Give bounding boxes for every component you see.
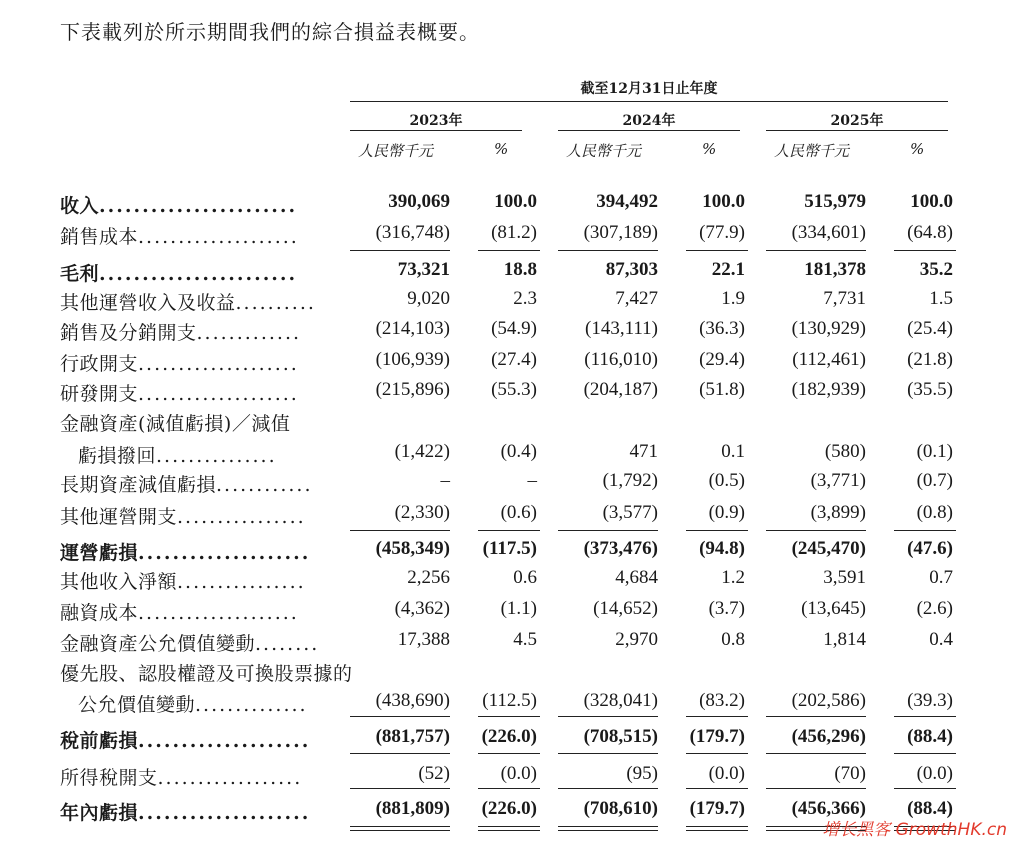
subtotal-rule bbox=[894, 788, 956, 789]
cell-2024-amount: (1,792) bbox=[602, 470, 658, 491]
cell-2023-pct: – bbox=[527, 470, 537, 491]
cell-2023-amount: 2,256 bbox=[407, 567, 450, 588]
cell-2023-pct: 4.5 bbox=[513, 629, 537, 650]
cell-2023-amount: (316,748) bbox=[375, 222, 450, 243]
cell-2024-amount: (3,577) bbox=[602, 502, 658, 523]
row-label bbox=[60, 288, 316, 315]
subtotal-rule bbox=[558, 753, 658, 754]
cell-2024-amount: 87,303 bbox=[605, 259, 658, 280]
row-label-dots: .................... bbox=[138, 542, 311, 564]
cell-2025-pct: (39.3) bbox=[907, 690, 953, 711]
cell-2023-amount: (1,422) bbox=[394, 441, 450, 462]
period-header: 截至12月31日止年度 bbox=[580, 81, 718, 97]
cell-2023-pct: 0.6 bbox=[513, 567, 537, 588]
row-label-text: 優先股、認股權證及可換股票據的 bbox=[60, 663, 353, 685]
cell-2023-pct: (117.5) bbox=[482, 538, 537, 559]
row-label-text: 收入 bbox=[60, 195, 100, 217]
cell-2025-amount: (3,899) bbox=[810, 502, 866, 523]
subtotal-rule bbox=[766, 788, 866, 789]
cell-2025-pct: 0.4 bbox=[929, 629, 953, 650]
subtotal-rule bbox=[686, 788, 748, 789]
cell-2025-amount: 7,731 bbox=[823, 288, 866, 309]
cell-2025-amount: 1,814 bbox=[823, 629, 866, 650]
cell-2024-pct: 100.0 bbox=[702, 191, 745, 212]
subtotal-rule bbox=[766, 530, 866, 531]
cell-2023-pct: 18.8 bbox=[503, 259, 537, 280]
row-label-text: 行政開支 bbox=[60, 353, 139, 375]
row-label-dots: ............. bbox=[196, 322, 302, 344]
row-label bbox=[60, 538, 310, 565]
total-double-rule bbox=[558, 830, 658, 831]
subtotal-rule bbox=[558, 788, 658, 789]
row-label-dots: .................... bbox=[138, 353, 299, 375]
row-label-dots: ................ bbox=[177, 571, 306, 593]
cell-2025-amount: 515,979 bbox=[804, 191, 866, 212]
cell-2023-pct: (81.2) bbox=[491, 222, 537, 243]
cell-2024-amount: (204,187) bbox=[583, 379, 658, 400]
row-label-dots: .................... bbox=[138, 602, 299, 624]
cell-2024-pct: (94.8) bbox=[699, 538, 745, 559]
year-header-2024: 2024年 bbox=[622, 113, 676, 129]
cell-2025-amount: (334,601) bbox=[791, 222, 866, 243]
row-label bbox=[60, 726, 310, 753]
cell-2024-pct: (3.7) bbox=[708, 598, 745, 619]
row-label bbox=[60, 598, 299, 625]
cell-2025-amount: (456,296) bbox=[791, 726, 866, 747]
cell-2024-amount: (116,010) bbox=[584, 349, 658, 370]
cell-2024-amount: (328,041) bbox=[583, 690, 658, 711]
row-label-text: 融資成本 bbox=[60, 602, 139, 624]
cell-2024-pct: (0.0) bbox=[708, 763, 745, 784]
row-label bbox=[60, 763, 302, 790]
cell-2025-pct: 35.2 bbox=[919, 259, 953, 280]
cell-2024-amount: (708,610) bbox=[583, 798, 658, 819]
cell-2023-amount: (438,690) bbox=[375, 690, 450, 711]
subtotal-rule bbox=[894, 716, 956, 717]
cell-2025-pct: (2.6) bbox=[916, 598, 953, 619]
cell-2025-pct: (21.8) bbox=[907, 349, 953, 370]
cell-2024-pct: 0.1 bbox=[721, 441, 745, 462]
cell-2024-pct: 22.1 bbox=[711, 259, 745, 280]
cell-2024-amount: (307,189) bbox=[583, 222, 658, 243]
row-label-text: 其他收入淨額 bbox=[60, 571, 178, 593]
cell-2025-pct: (0.1) bbox=[916, 441, 953, 462]
cell-2023-pct: (0.4) bbox=[500, 441, 537, 462]
cell-2025-pct: 1.5 bbox=[929, 288, 953, 309]
subtotal-rule bbox=[686, 716, 748, 717]
cell-2025-pct: (47.6) bbox=[907, 538, 953, 559]
total-double-rule bbox=[558, 826, 658, 827]
row-label bbox=[60, 470, 313, 497]
cell-2023-amount: (881,809) bbox=[375, 798, 450, 819]
cell-2024-pct: (36.3) bbox=[699, 318, 745, 339]
row-label-text: 金融資產(減值虧損)／減值 bbox=[60, 413, 291, 435]
row-label-dots: ........ bbox=[255, 633, 320, 655]
row-label-dots: .................... bbox=[138, 802, 311, 824]
cell-2023-pct: 100.0 bbox=[494, 191, 537, 212]
period-rule bbox=[350, 101, 948, 102]
cell-2025-amount: (456,366) bbox=[791, 798, 866, 819]
row-label-dots: .............. bbox=[195, 694, 308, 716]
unit-pct-2023: % bbox=[494, 140, 509, 158]
row-label-dots: .................... bbox=[138, 226, 299, 248]
row-label bbox=[78, 441, 277, 468]
row-label bbox=[60, 798, 310, 825]
subtotal-rule bbox=[558, 530, 658, 531]
unit-rmb-2025: 人民幣千元 bbox=[774, 142, 850, 160]
subtotal-rule bbox=[558, 250, 658, 251]
row-label-text: 其他運營開支 bbox=[60, 506, 178, 528]
cell-2025-amount: (202,586) bbox=[791, 690, 866, 711]
intro-text: 下表載列於所示期間我們的綜合損益表概要。 bbox=[60, 20, 480, 44]
row-label-dots: .......... bbox=[235, 292, 316, 314]
row-label bbox=[60, 191, 297, 218]
total-double-rule bbox=[686, 830, 748, 831]
unit-rmb-2023: 人民幣千元 bbox=[358, 142, 434, 160]
subtotal-rule bbox=[478, 250, 540, 251]
cell-2025-pct: (35.5) bbox=[907, 379, 953, 400]
subtotal-rule bbox=[686, 250, 748, 251]
cell-2025-pct: (0.7) bbox=[916, 470, 953, 491]
year-rule-2023 bbox=[350, 130, 522, 131]
subtotal-rule bbox=[478, 753, 540, 754]
total-double-rule bbox=[478, 830, 540, 831]
cell-2024-amount: (95) bbox=[626, 763, 658, 784]
cell-2024-pct: (0.5) bbox=[708, 470, 745, 491]
cell-2023-pct: (0.0) bbox=[500, 763, 537, 784]
year-header-2025: 2025年 bbox=[830, 113, 884, 129]
subtotal-rule bbox=[478, 788, 540, 789]
row-label-text: 金融資產公允價值變動 bbox=[60, 633, 256, 655]
unit-rmb-2024: 人民幣千元 bbox=[566, 142, 642, 160]
cell-2023-amount: 9,020 bbox=[407, 288, 450, 309]
cell-2023-amount: 17,388 bbox=[397, 629, 450, 650]
cell-2023-amount: 73,321 bbox=[397, 259, 450, 280]
cell-2023-pct: (226.0) bbox=[481, 798, 537, 819]
subtotal-rule bbox=[350, 753, 450, 754]
total-double-rule bbox=[478, 826, 540, 827]
cell-2024-pct: 1.9 bbox=[721, 288, 745, 309]
cell-2024-amount: 2,970 bbox=[615, 629, 658, 650]
cell-2023-amount: 390,069 bbox=[388, 191, 450, 212]
row-label-text: 所得稅開支 bbox=[60, 767, 158, 789]
total-double-rule bbox=[350, 830, 450, 831]
row-label-text: 虧損撥回 bbox=[78, 445, 157, 467]
year-rule-2025 bbox=[766, 130, 948, 131]
row-label-dots: ................ bbox=[177, 506, 306, 528]
row-label bbox=[78, 690, 308, 717]
cell-2023-amount: (881,757) bbox=[375, 726, 450, 747]
unit-pct-2024: % bbox=[702, 140, 717, 158]
cell-2024-pct: 0.8 bbox=[721, 629, 745, 650]
row-label-dots: ............... bbox=[156, 445, 277, 467]
subtotal-rule bbox=[350, 788, 450, 789]
cell-2025-amount: (112,461) bbox=[792, 349, 866, 370]
row-label-text: 研發開支 bbox=[60, 383, 139, 405]
cell-2023-pct: (112.5) bbox=[482, 690, 537, 711]
row-label-text: 長期資產減值虧損 bbox=[60, 474, 217, 496]
row-label-text: 銷售成本 bbox=[60, 226, 139, 248]
cell-2024-amount: 7,427 bbox=[615, 288, 658, 309]
total-double-rule bbox=[686, 826, 748, 827]
cell-2023-pct: (1.1) bbox=[500, 598, 537, 619]
row-label bbox=[60, 318, 301, 345]
cell-2023-pct: (54.9) bbox=[491, 318, 537, 339]
cell-2025-amount: (245,470) bbox=[791, 538, 866, 559]
cell-2023-amount: (106,939) bbox=[375, 349, 450, 370]
row-label-text: 公允價值變動 bbox=[78, 694, 196, 716]
cell-2023-pct: (0.6) bbox=[500, 502, 537, 523]
year-header-2023: 2023年 bbox=[409, 113, 463, 129]
year-rule-2024 bbox=[558, 130, 740, 131]
cell-2024-pct: (77.9) bbox=[699, 222, 745, 243]
subtotal-rule bbox=[686, 753, 748, 754]
subtotal-rule bbox=[894, 753, 956, 754]
cell-2024-pct: (0.9) bbox=[708, 502, 745, 523]
row-label bbox=[60, 502, 306, 529]
cell-2024-pct: (51.8) bbox=[699, 379, 745, 400]
subtotal-rule bbox=[894, 530, 956, 531]
cell-2024-pct: (29.4) bbox=[699, 349, 745, 370]
row-label bbox=[60, 349, 299, 376]
cell-2024-amount: 394,492 bbox=[596, 191, 658, 212]
cell-2023-amount: – bbox=[440, 470, 450, 491]
row-label bbox=[60, 222, 299, 249]
row-label bbox=[60, 379, 299, 406]
cell-2025-amount: (130,929) bbox=[791, 318, 866, 339]
cell-2023-amount: (2,330) bbox=[394, 502, 450, 523]
row-label-text: 其他運營收入及收益 bbox=[60, 292, 236, 314]
cell-2024-pct: (179.7) bbox=[689, 726, 745, 747]
cell-2024-amount: (708,515) bbox=[583, 726, 658, 747]
cell-2024-pct: 1.2 bbox=[721, 567, 745, 588]
cell-2025-pct: (64.8) bbox=[907, 222, 953, 243]
row-label-text: 毛利 bbox=[60, 263, 100, 285]
row-label-text: 年內虧損 bbox=[60, 802, 139, 824]
unit-pct-2025: % bbox=[910, 140, 925, 158]
cell-2025-pct: (88.4) bbox=[907, 726, 953, 747]
subtotal-rule bbox=[558, 716, 658, 717]
cell-2023-pct: (226.0) bbox=[481, 726, 537, 747]
cell-2023-pct: 2.3 bbox=[513, 288, 537, 309]
row-label-text: 銷售及分銷開支 bbox=[60, 322, 197, 344]
cell-2025-pct: (25.4) bbox=[907, 318, 953, 339]
cell-2025-pct: (0.0) bbox=[916, 763, 953, 784]
row-label-text: 稅前虧損 bbox=[60, 730, 139, 752]
row-label bbox=[60, 629, 319, 656]
cell-2025-pct: 0.7 bbox=[929, 567, 953, 588]
cell-2024-amount: (143,111) bbox=[585, 318, 658, 339]
cell-2024-amount: (373,476) bbox=[583, 538, 658, 559]
cell-2025-amount: (182,939) bbox=[791, 379, 866, 400]
cell-2023-pct: (27.4) bbox=[491, 349, 537, 370]
cell-2025-amount: 181,378 bbox=[804, 259, 866, 280]
row-label-dots: .................... bbox=[138, 730, 311, 752]
subtotal-rule bbox=[686, 530, 748, 531]
row-label bbox=[60, 567, 306, 594]
cell-2024-pct: (179.7) bbox=[689, 798, 745, 819]
subtotal-rule bbox=[478, 530, 540, 531]
cell-2025-amount: 3,591 bbox=[823, 567, 866, 588]
cell-2025-pct: 100.0 bbox=[910, 191, 953, 212]
cell-2025-amount: (13,645) bbox=[801, 598, 866, 619]
cell-2024-amount: 4,684 bbox=[615, 567, 658, 588]
cell-2023-amount: (4,362) bbox=[394, 598, 450, 619]
subtotal-rule bbox=[766, 716, 866, 717]
row-label-dots: ............ bbox=[216, 474, 313, 496]
cell-2024-pct: (83.2) bbox=[699, 690, 745, 711]
total-double-rule bbox=[350, 826, 450, 827]
row-label bbox=[60, 259, 297, 286]
cell-2025-pct: (88.4) bbox=[907, 798, 953, 819]
subtotal-rule bbox=[894, 250, 956, 251]
subtotal-rule bbox=[350, 530, 450, 531]
cell-2023-amount: (458,349) bbox=[375, 538, 450, 559]
cell-2024-amount: (14,652) bbox=[593, 598, 658, 619]
subtotal-rule bbox=[766, 753, 866, 754]
row-label-dots: .................... bbox=[138, 383, 299, 405]
subtotal-rule bbox=[766, 250, 866, 251]
cell-2025-amount: (580) bbox=[824, 441, 866, 462]
row-label-dots: ....................... bbox=[99, 195, 298, 217]
row-label bbox=[60, 409, 290, 436]
row-label-text: 運營虧損 bbox=[60, 542, 139, 564]
row-label bbox=[60, 659, 353, 686]
cell-2025-amount: (70) bbox=[834, 763, 866, 784]
cell-2024-amount: 471 bbox=[629, 441, 658, 462]
subtotal-rule bbox=[350, 250, 450, 251]
row-label-dots: ....................... bbox=[99, 263, 298, 285]
subtotal-rule bbox=[478, 716, 540, 717]
cell-2025-pct: (0.8) bbox=[916, 502, 953, 523]
subtotal-rule bbox=[350, 716, 450, 717]
cell-2023-amount: (215,896) bbox=[375, 379, 450, 400]
row-label-dots: .................. bbox=[157, 767, 303, 789]
watermark: 增长黑客 GrowthHK.cn bbox=[822, 820, 1007, 840]
cell-2023-amount: (214,103) bbox=[375, 318, 450, 339]
cell-2025-amount: (3,771) bbox=[810, 470, 866, 491]
cell-2023-amount: (52) bbox=[418, 763, 450, 784]
cell-2023-pct: (55.3) bbox=[491, 379, 537, 400]
